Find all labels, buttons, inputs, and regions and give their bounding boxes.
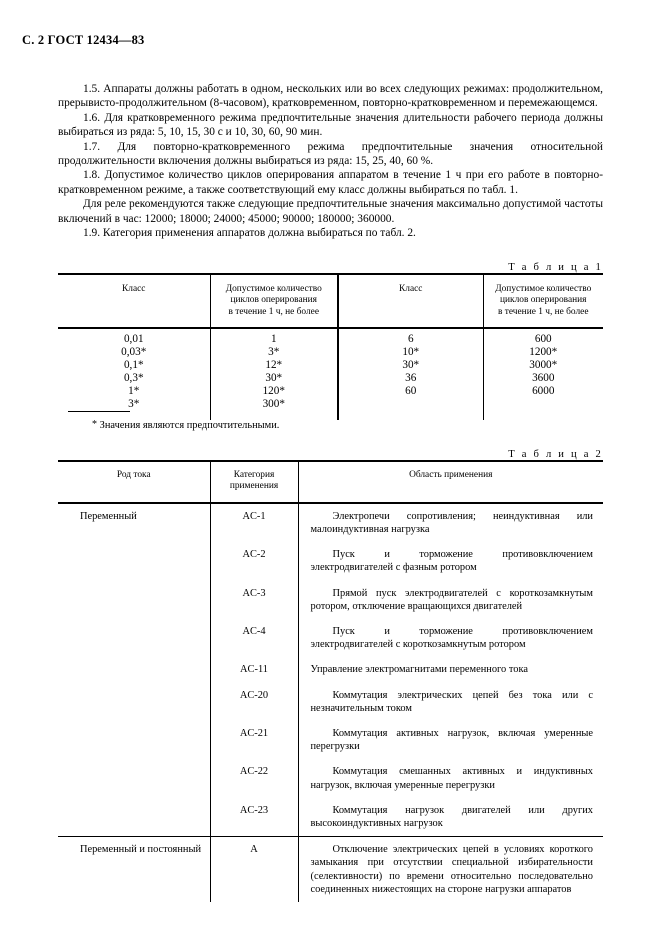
header-line-2: циклов оперирования: [230, 295, 317, 306]
table-row: [58, 581, 603, 619]
cell-value: 60: [405, 385, 417, 398]
table-1-footnote-block: [58, 411, 603, 432]
table-1-header-row: [58, 274, 603, 328]
table-1-col-cycles-a: [210, 328, 338, 420]
table-1: [58, 273, 603, 420]
table-1-header-class-a: Класс: [58, 274, 210, 328]
cell-value: 0,01: [123, 333, 144, 346]
paragraph-1-9: 1.9. Категория применения аппаратов должна выбираться по табл. 2.: [83, 227, 416, 240]
cell-value: 120*: [262, 385, 285, 398]
cell-value: 3000*: [529, 359, 558, 372]
row-kind: [58, 683, 210, 721]
row-area: Коммутация смешанных активных и индуктивных нагрузок, включая умеренные перегрузки: [298, 759, 603, 797]
table-row: [58, 759, 603, 797]
row-kind: [58, 619, 210, 657]
table-row: [58, 542, 603, 580]
row-area: Пуск и торможение противовключением электродвигателей с короткозамкнутым ротором: [298, 619, 603, 657]
cell-value: 1200*: [529, 346, 558, 359]
row-category: AC-23: [210, 798, 298, 837]
table-2-header-area: Область применения: [298, 461, 603, 503]
row-area: Прямой пуск электродвигателей с короткозамкнутым ротором, отключение вращающихся двигателей: [298, 581, 603, 619]
row-kind: Переменный: [58, 503, 210, 542]
row-category: AC-3: [210, 581, 298, 619]
cell-value: 12*: [265, 359, 283, 372]
cell-value: 1: [270, 333, 277, 346]
table-2-header-row: [58, 461, 603, 503]
row-category: A: [210, 837, 298, 902]
row-area: Пуск и торможение противовключением электродвигателей с фазным ротором: [298, 542, 603, 580]
table-row: [58, 683, 603, 721]
row-category: AC-11: [210, 657, 298, 682]
row-area: Управление электромагнитами переменного тока: [298, 657, 603, 682]
cell-value: 30*: [265, 372, 283, 385]
row-category: AC-4: [210, 619, 298, 657]
footnote-marker: *: [92, 419, 97, 430]
header-line-1: Допустимое количество: [495, 284, 592, 294]
cell-value: 6: [407, 333, 414, 346]
page-running-head: С. 2 ГОСТ 12434—83: [22, 33, 145, 47]
cell-value: 300*: [262, 398, 285, 411]
cell-value: 3*: [128, 398, 140, 411]
row-category: AC-2: [210, 542, 298, 580]
row-kind: [58, 657, 210, 682]
table-1-header-class-b: Класс: [338, 274, 483, 328]
table-2-block: [58, 449, 603, 902]
header-line-1: Допустимое количество: [225, 284, 322, 294]
row-kind: Переменный и постоянный: [58, 837, 210, 902]
table-1-col-class-b: [338, 328, 483, 420]
table-2: [58, 460, 603, 902]
table-row: [58, 798, 603, 837]
row-area: Коммутация электрических цепей без тока или с незначительным током: [298, 683, 603, 721]
cell-value: 10*: [402, 346, 420, 359]
header-line-1: Категория: [233, 470, 275, 480]
header-line-2: применения: [229, 481, 279, 492]
paragraph-1-6: 1.6. Для кратковременного режима предпочтительные значения длительности рабочего периода должны выбираться из ряда: 5, 10, 15, 30 с и 10, 30, 60, 90 мин.: [58, 111, 603, 139]
table-1-col-class-a: [58, 328, 210, 420]
cell-value: 600: [534, 333, 552, 346]
row-area: Коммутация нагрузок двигателей или других высокоиндуктивных нагрузок: [298, 798, 603, 837]
row-category: AC-22: [210, 759, 298, 797]
table-1-caption: Т а б л и ц а 1: [508, 262, 603, 273]
table-2-header-category: [210, 461, 298, 503]
header-line-3: в течение 1 ч, не более: [228, 306, 319, 317]
body-text-block: [58, 82, 603, 240]
header-line-2: циклов оперирования: [500, 295, 587, 306]
table-row: [58, 503, 603, 542]
paragraph-1-5: 1.5. Аппараты должны работать в одном, нескольких или во всех следующих режимах: продолжительном, прерывисто-продолжительном (8-часовом), кратковременном, повторно-кратковременном и перемежающемся.: [58, 83, 603, 110]
paragraph-relay-note: Для реле рекомендуются также следующие предпочтительные значения максимально допустимой частоты включений в час: 12000; 18000; 24000; 45000; 90000; 180000; 360000.: [58, 198, 603, 225]
table-1-col-cycles-b: [483, 328, 603, 420]
cell-value: 0,1*: [123, 359, 144, 372]
table-2-caption: Т а б л и ц а 2: [508, 449, 603, 460]
value-stack-cycles-a: [215, 333, 334, 411]
table-row: [58, 619, 603, 657]
row-area: Коммутация активных нагрузок, включая умеренные перегрузки: [298, 721, 603, 759]
cell-value: 3600: [532, 372, 555, 385]
row-kind: [58, 721, 210, 759]
footnote-divider: [68, 411, 130, 412]
value-stack-class-a: [62, 333, 206, 411]
row-kind: [58, 581, 210, 619]
row-kind: [58, 759, 210, 797]
table-row: [58, 657, 603, 682]
cell-value: 30*: [402, 359, 420, 372]
value-stack-cycles-b: [488, 333, 600, 398]
row-area: Отключение электрических цепей в условиях короткого замыкания при отсутствии специальной избирательности (селективности) по времени относительно последовательно соединенных нижестоящих на стороне нагрузки аппаратов: [298, 837, 603, 902]
row-kind: [58, 798, 210, 837]
cell-value: 3*: [268, 346, 280, 359]
table-row: [58, 721, 603, 759]
table-1-data-row: [58, 328, 603, 420]
footnote-body: Значения являются предпочтительными.: [99, 420, 280, 431]
table-1-block: [58, 262, 603, 420]
paragraph-1-7: 1.7. Для повторно-кратковременного режима предпочтительные значения относительной продолжительности включения должны выбираться из ряда: 15, 25, 40, 60 %.: [58, 140, 603, 168]
paragraph-1-8: 1.8. Допустимое количество циклов оперирования аппаратом в течение 1 ч при его работе в повторно-кратковременном режиме, а также соответствующий ему класс должны выбираться по табл. 1.: [58, 169, 603, 196]
table-2-header-kind: Род тока: [58, 461, 210, 503]
row-category: AC-1: [210, 503, 298, 542]
table-1-footnote: [92, 418, 603, 432]
row-area: Электропечи сопротивления; неиндуктивная или малоиндуктивная нагрузка: [298, 503, 603, 542]
cell-value: 0,3*: [123, 372, 144, 385]
cell-value: 6000: [532, 385, 555, 398]
row-kind: [58, 542, 210, 580]
cell-value: 1*: [128, 385, 140, 398]
value-stack-class-b: [343, 333, 479, 398]
cell-value: 36: [405, 372, 417, 385]
header-line-3: в течение 1 ч, не более: [498, 306, 589, 317]
table-row: [58, 837, 603, 902]
row-category: AC-21: [210, 721, 298, 759]
table-1-header-cycles-a: [210, 274, 338, 328]
cell-value: 0,03*: [121, 346, 147, 359]
table-1-header-cycles-b: [483, 274, 603, 328]
row-category: AC-20: [210, 683, 298, 721]
